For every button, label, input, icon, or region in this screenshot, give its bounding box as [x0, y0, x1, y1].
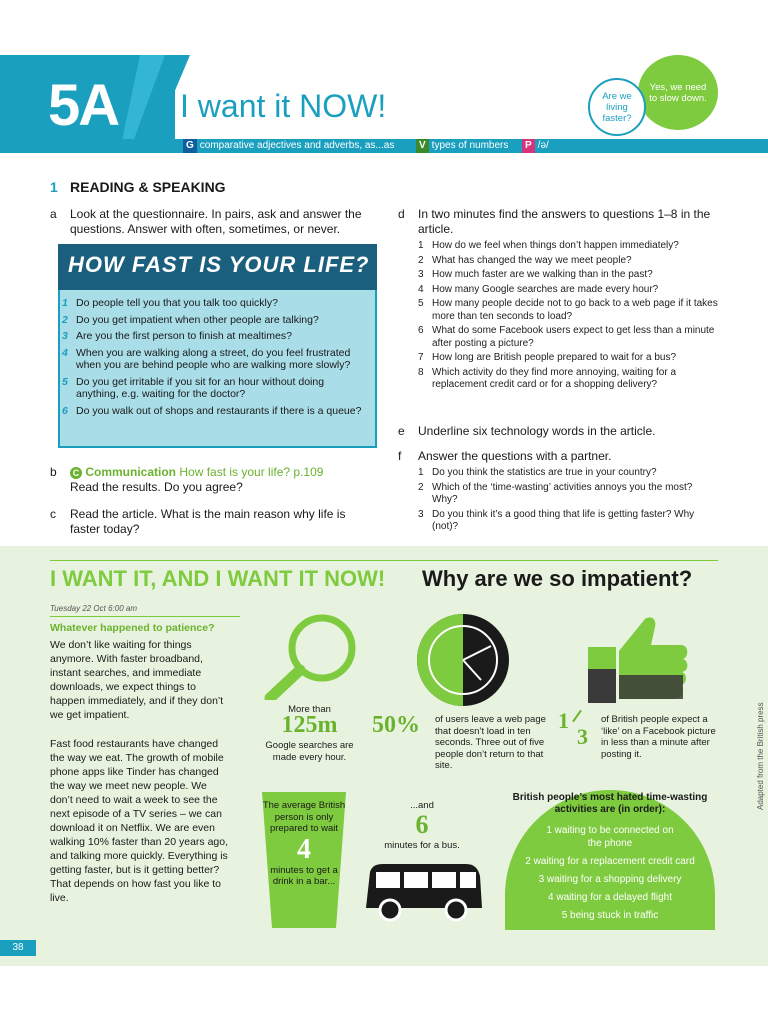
list-item: 8 Which activity do they find more annoying, waiting for a replacement credit card or for a shopping delivery? — [418, 366, 677, 390]
item-f-text: Answer the questions with a partner. — [418, 449, 612, 463]
questionnaire-item: 5 Do you get irritable if you sit for an hour without doing anything, e.g. waiting for the doctor? — [62, 375, 325, 400]
hated-title: British people’s most hated time-wasting activities are (in order): — [512, 792, 708, 815]
item-letter-c: c — [50, 507, 56, 521]
web-percent: 50% — [372, 712, 420, 738]
speech-bubble-answer: Yes, we need to slow down. — [638, 55, 718, 130]
clock-icon — [415, 612, 511, 708]
item-b: C Communication How fast is your life? p.109 Read the results. Do you agree? — [70, 465, 324, 494]
item-letter-b: b — [50, 465, 57, 479]
list-item: 2 Which of the ‘time-wasting’ activities annoys you the most? Why? — [418, 481, 693, 505]
item-e-text: Underline six technology words in the article. — [418, 424, 656, 438]
item-letter-e: e — [398, 424, 405, 438]
lesson-title: I want it NOW! — [180, 88, 387, 124]
bus-icon — [362, 862, 484, 924]
list-item: 6 What do some Facebook users expect to get less than a minute after posting a picture? — [418, 325, 715, 349]
tag-grammar: G comparative adjectives and adverbs, as...as — [183, 139, 394, 153]
list-item: 2 What has changed the way we meet people? — [418, 254, 632, 266]
list-item: 3 How much faster are we walking than in the past? — [418, 269, 653, 280]
list-item: 5 being stuck in traffic — [561, 910, 659, 921]
questionnaire-item: 2 Do you get impatient when other people are talking? — [62, 313, 319, 326]
questionnaire-item: 4 When you are walking along a street, do you feel frustrated when you are behind people who are walking more slowly? — [62, 346, 351, 371]
list-item: 3 waiting for a shopping delivery — [538, 874, 682, 885]
item-letter-f: f — [398, 449, 402, 463]
article-paragraph: We don’t like waiting for things anymore. With faster broadband, instant searches, and immediate downloads, we expect things to happen immediately, and if they don’t we get impatient. — [50, 639, 224, 721]
speech-bubble-question: Are we living faster? — [588, 78, 646, 136]
cup-text: The average British person is only prepared to wait — [262, 800, 346, 834]
bus-text: minutes for a bus. — [384, 840, 460, 851]
divider — [50, 616, 240, 617]
bus-number: 6 — [415, 810, 429, 839]
list-item: 5 How many people decide not to go back to a web page if it takes more than ten seconds to load? — [418, 298, 718, 322]
item-d-text: In two minutes find the answers to questions 1–8 in the article. — [418, 207, 711, 236]
list-item: 1 How do we feel when things don’t happen immediately? — [418, 240, 679, 251]
fraction-denominator: 3 — [577, 724, 588, 749]
thumbs-up-icon — [585, 615, 690, 705]
section-number: 1 — [50, 179, 58, 195]
item-letter-d: d — [398, 207, 405, 221]
communication-label: Communication — [85, 465, 177, 479]
list-item: 2 waiting for a replacement credit card — [525, 856, 695, 867]
item-b-text: Read the results. Do you agree? — [70, 480, 243, 494]
web-text: of users leave a web page that doesn’t load in ten seconds. Three out of five people don’t return to that site. — [435, 714, 546, 771]
article-headline: I WANT IT, AND I WANT IT NOW! — [50, 566, 386, 591]
list-item: 4 How many Google searches are made every hour? — [418, 283, 659, 295]
article-date: Tuesday 22 Oct 6:00 am — [50, 604, 138, 613]
cup-text2: minutes to get a drink in a bar... — [270, 864, 338, 887]
questionnaire-item: 6 Do you walk out of shops and restaurants if there is a queue? — [62, 404, 362, 417]
questionnaire-title: HOW FAST IS YOUR LIFE? — [68, 252, 370, 277]
fraction-numerator: 1 — [558, 708, 569, 733]
tag-pronunciation: P /ə/ — [522, 139, 549, 153]
cup-number: 4 — [297, 833, 311, 865]
source-credit: Adapted from the British press — [756, 702, 765, 810]
list-item: 3 Do you think it’s a good thing that life is getting faster? Why (not)? — [418, 508, 695, 532]
questionnaire-list — [62, 297, 368, 417]
google-number: 125m — [281, 712, 338, 738]
divider — [50, 560, 718, 561]
tag-vocabulary: V types of numbers — [416, 139, 508, 153]
google-text: Google searches are made every hour. — [265, 740, 354, 763]
questionnaire-item: 3 Are you the first person to finish at mealtimes? — [62, 330, 292, 342]
d-question-list — [418, 240, 718, 392]
facebook-text: of British people expect a ‘like’ on a Facebook picture in less than a minute after posting it. — [601, 714, 716, 760]
list-item: 1 waiting to be connected on the phone — [546, 825, 674, 849]
list-item: 7 How long are British people prepared to wait for a bus? — [418, 352, 677, 363]
questionnaire-item: 1 Do people tell you that you talk too quickly? — [62, 297, 278, 309]
unit-number: 5A — [48, 73, 119, 138]
hated-list — [505, 824, 715, 922]
list-item: 1 Do you think the statistics are true in your country? — [418, 467, 657, 478]
article-subhead: Whatever happened to patience? — [50, 622, 215, 634]
f-question-list — [418, 467, 718, 534]
page-number: 38 — [0, 940, 36, 956]
magnifying-glass-icon — [262, 610, 362, 700]
communication-ref: How fast is your life? p.109 — [179, 465, 324, 479]
bus-pre: ...and — [410, 800, 434, 811]
item-c-text: Read the article. What is the main reason why life is faster today? — [70, 507, 346, 536]
item-letter-a: a — [50, 207, 57, 221]
cup-stat — [262, 800, 346, 888]
google-pre: More than — [288, 704, 331, 715]
list-item: 4 waiting for a delayed flight — [548, 892, 672, 903]
article-paragraph: Fast food restaurants have changed the way we eat. The growth of mobile phone apps like Tinder has changed the way we meet new people. We don’t need to wait a week to see the next episode of a TV series – we can download it on Netflix. We are even walking 10% faster than 20 years ago, and talking more quickly. Everything is getting faster, but is it getting better? That depends on how fast you like to live. — [50, 738, 229, 904]
section-title: READING & SPEAKING — [70, 179, 226, 195]
article-subheadline: Why are we so impatient? — [422, 566, 693, 591]
item-a-text: Look at the questionnaire. In pairs, ask and answer the questions. Answer with often, sometimes, or never. — [70, 207, 362, 236]
